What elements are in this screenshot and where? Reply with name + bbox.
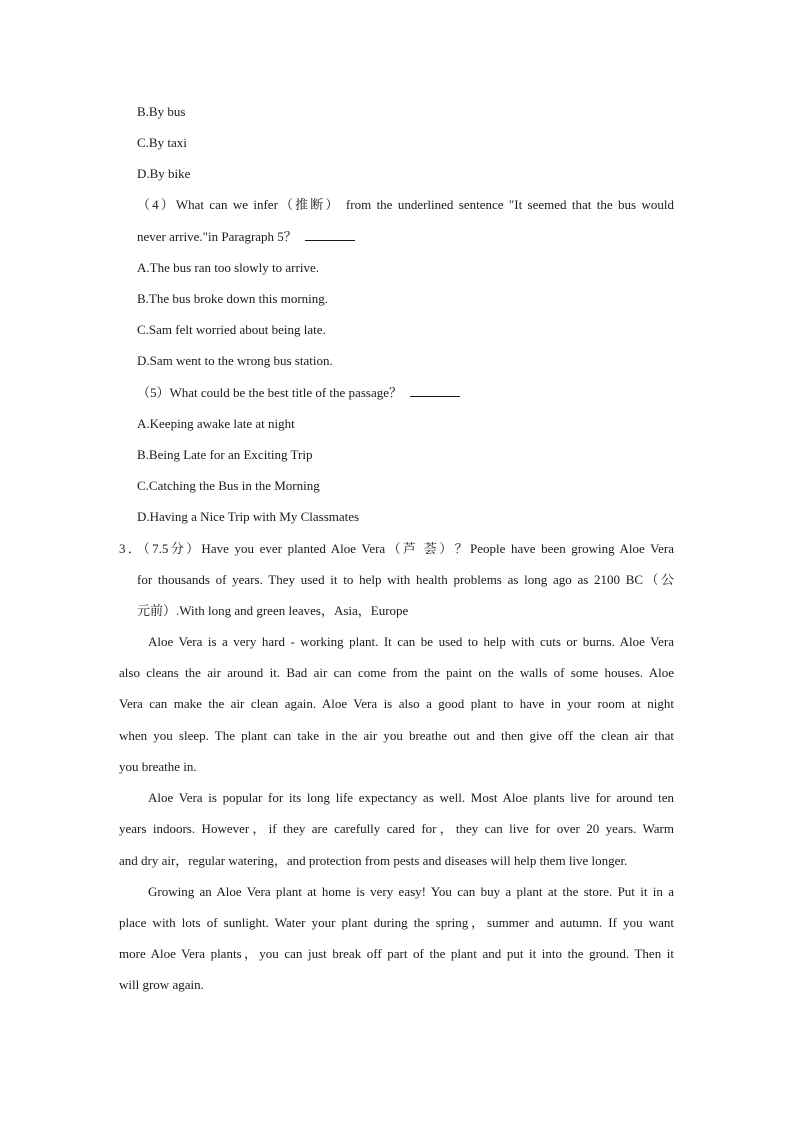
q3-header-line3: 元前）.With long and green leaves，Asia，Europe (137, 603, 409, 618)
q4-stem-text: never arrive."in Paragraph 5？ (137, 229, 297, 244)
q5-stem-text: （5）What could be the best title of the passage？ (137, 385, 402, 400)
q4-option-d: D.Sam went to the wrong bus station. (137, 353, 333, 368)
q3-header-line1: 3．（7.5分）Have you ever planted Aloe Vera（芦 荟）？People have been growing Aloe Vera (119, 541, 674, 556)
passage-paragraph-1-line: Aloe Vera is a very hard - working plant. It can be used to help with cuts or burns. Aloe Vera (148, 634, 674, 649)
q2-option-d: D.By bike (137, 166, 191, 181)
q5-option-c: C.Catching the Bus in the Morning (137, 478, 320, 493)
q5-option-b: B.Being Late for an Exciting Trip (137, 447, 313, 462)
q4-answer-blank (305, 228, 355, 241)
passage-paragraph-1-line: Vera can make the air clean again. Aloe Vera is also a good plant to have in your room at night (119, 696, 674, 711)
passage-paragraph-2-line: and dry air，regular watering，and protection from pests and diseases will help them live longer. (119, 853, 628, 868)
passage-paragraph-3-line: place with lots of sunlight. Water your plant during the spring，summer and autumn. If you want (119, 915, 674, 930)
passage-paragraph-1-line: when you sleep. The plant can take in the air you breathe out and then give off the clean air that (119, 728, 674, 743)
q2-option-b: B.By bus (137, 104, 186, 119)
q4-option-c: C.Sam felt worried about being late. (137, 322, 326, 337)
passage-paragraph-3-line: Growing an Aloe Vera plant at home is very easy! You can buy a plant at the store. Put it in a (148, 884, 674, 899)
passage-paragraph-3-line: more Aloe Vera plants，you can just break off part of the plant and put it into the ground. Then it (119, 946, 674, 961)
passage-paragraph-1-line: also cleans the air around it. Bad air can come from the paint on the walls of some houses. Aloe (119, 665, 674, 680)
passage-paragraph-2-line: Aloe Vera is popular for its long life expectancy as well. Most Aloe plants live for around ten (148, 790, 674, 805)
passage-paragraph-2-line: years indoors. However，if they are carefully cared for，they can live for over 20 years. Warm (119, 821, 674, 836)
q2-option-c: C.By taxi (137, 135, 187, 150)
q5-option-a: A.Keeping awake late at night (137, 416, 295, 431)
q5-answer-blank (410, 384, 460, 397)
q5-option-d: D.Having a Nice Trip with My Classmates (137, 509, 360, 524)
passage-paragraph-1-line: you breathe in. (119, 759, 197, 774)
q4-stem-line1: （4）What can we infer（推断） from the underlined sentence "It seemed that the bus would (137, 197, 674, 212)
q4-stem-line2 (137, 228, 355, 246)
q5-stem (137, 384, 460, 402)
q4-option-a: A.The bus ran too slowly to arrive. (137, 260, 319, 275)
passage-paragraph-3-line: will grow again. (119, 977, 204, 992)
q4-option-b: B.The bus broke down this morning. (137, 291, 329, 306)
q3-header-line2: for thousands of years. They used it to help with health problems as long ago as 2100 BC（公 (137, 572, 674, 587)
